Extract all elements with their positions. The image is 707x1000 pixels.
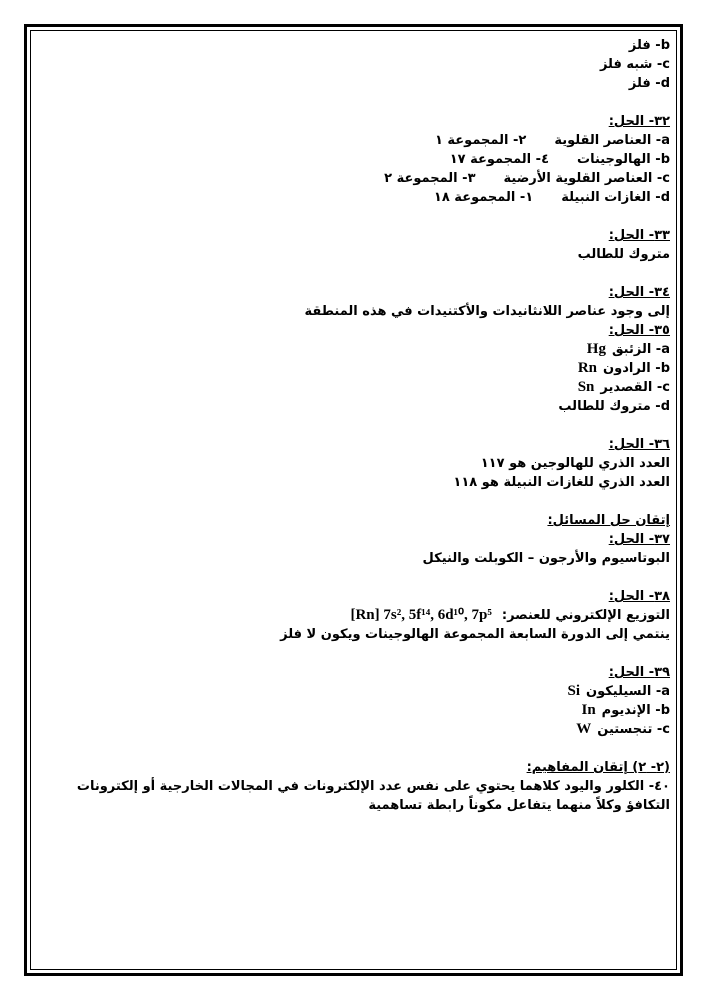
answer-text: ٤٠- الكلور واليود كلاهما يحتوي على نفس عدد الإلكترونات في المجالات الخارجية أو إلكترونات التكافؤ وكلاً منهما يتفاعل مكوناً رابطة تساهمية (76, 779, 670, 813)
list-item: c- العناصر القلوية الأرضية٣- المجموعة ٢ (384, 171, 670, 186)
section-title-problem-mastery: إتقان حل المسائل: (547, 513, 670, 528)
section-heading-39: ٣٩- الحل: (608, 665, 670, 680)
list-item: d- فلز (628, 76, 670, 91)
list-item: b- الرادونRn (577, 360, 670, 376)
section-heading-35: ٣٥- الحل: (608, 323, 670, 338)
answer-text: البوتاسيوم والأرجون – الكوبلت والنيكل (422, 551, 670, 566)
list-item: c- شبه فلز (599, 57, 670, 72)
electron-configuration: التوزيع الإلكتروني للعنصر:[Rn] 7s², 5f¹⁴, 6d¹⁰, 7p⁵ (350, 607, 670, 623)
section-heading-38: ٣٨- الحل: (608, 589, 670, 604)
section-title-concepts-mastery: (٢- ٢) إتقان المفاهيم: (526, 760, 670, 775)
answer-text: العدد الذري للغازات النبيلة هو ١١٨ (453, 475, 670, 490)
section-heading-33: ٣٣- الحل: (608, 228, 670, 243)
list-item: b- فلز (628, 38, 670, 53)
section-heading-34: ٣٤- الحل: (608, 285, 670, 300)
answer-text: إلى وجود عناصر اللانثانيدات والأكتنيدات في هذه المنطقة (304, 304, 670, 319)
list-item: a- السيليكونSi (567, 683, 670, 699)
list-item: d- متروك للطالب (558, 399, 670, 414)
section-heading-32: ٣٢- الحل: (608, 114, 670, 129)
list-item: d- الغازات النبيلة١- المجموعة ١٨ (433, 190, 670, 205)
answer-sheet (70, 36, 670, 815)
list-item: c- القصديرSn (577, 379, 670, 395)
answer-text: العدد الذري للهالوجين هو ١١٧ (480, 456, 670, 471)
list-item: b- الهالوجينات٤- المجموعة ١٧ (449, 152, 670, 167)
answer-text: متروك للطالب (577, 247, 670, 262)
section-heading-36: ٣٦- الحل: (608, 437, 670, 452)
list-item: b- الإنديومIn (581, 702, 670, 718)
list-item: a- العناصر القلوية٢- المجموعة ١ (434, 133, 670, 148)
answer-text: ينتمي إلى الدورة السابعة المجموعة الهالوجينات ويكون لا فلز (280, 627, 670, 642)
list-item: a- الزئبقHg (586, 341, 670, 357)
section-heading-37: ٣٧- الحل: (608, 532, 670, 547)
list-item: c- تنجستينW (576, 721, 670, 737)
